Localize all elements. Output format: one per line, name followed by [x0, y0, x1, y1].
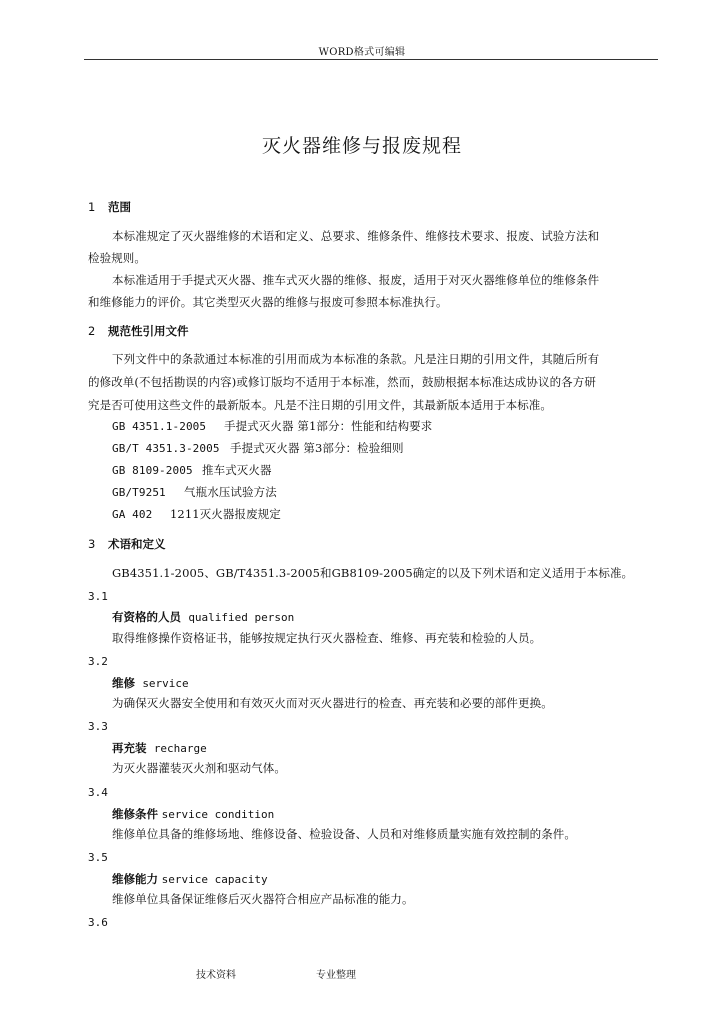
term-definition: 维修单位具备的维修场地、维修设备、检验设备、人员和对维修质量实施有效控制的条件。: [112, 827, 576, 841]
section-2-heading: [88, 323, 189, 339]
paragraph-line: 检验规则。: [88, 251, 146, 265]
term-en: service capacity: [161, 873, 268, 886]
footer-left: 技术资料: [196, 970, 236, 981]
footer-right: 专业整理: [316, 970, 356, 981]
term-en: qualified person: [188, 611, 295, 624]
section-number: 2: [88, 324, 96, 338]
paragraph-line: 究是否可使用这些文件的最新版本。凡是不注日期的引用文件，其最新版本适用于本标准。: [88, 398, 552, 412]
clause-number: 3.4: [88, 786, 108, 799]
term-en: service: [142, 677, 189, 690]
reference-name: 气瓶水压试验方法: [184, 485, 277, 499]
reference-item: [112, 415, 432, 438]
reference-code: GB/T 4351.3-2005: [112, 442, 220, 455]
term-definition: 取得维修操作资格证书，能够按规定执行灭火器检查、维修、再充装和检验的人员。: [112, 631, 542, 645]
reference-item: [112, 437, 404, 460]
section-3-heading: [88, 536, 166, 552]
clause-number: 3.5: [88, 851, 108, 864]
header-divider: [84, 59, 658, 60]
term-definition: 维修单位具备保证维修后灭火器符合相应产品标准的能力。: [112, 892, 414, 906]
reference-name: 推车式灭火器: [202, 463, 272, 477]
paragraph-line: 和维修能力的评价。其它类型灭火器的维修与报废可参照本标准执行。: [88, 295, 448, 309]
term-en: recharge: [153, 742, 207, 755]
reference-code: GB 4351.1-2005: [112, 420, 207, 433]
paragraph-line: 的修改单(不包括勘误的内容)或修订版均不适用于本标准，然而，鼓励根据本标准达成协议的各方研: [88, 375, 596, 389]
term-definition: 为确保灭火器安全使用和有效灭火而对灭火器进行的检查、再充装和必要的部件更换。: [112, 696, 553, 710]
reference-code: GB 8109-2005: [112, 464, 193, 477]
term-definition: 为灭火器灌装灭火剂和驱动气体。: [112, 761, 286, 775]
section-1-heading: [88, 199, 131, 215]
term-entry: [112, 806, 274, 822]
reference-name: 手提式灭火器 第3部分：检验细则: [230, 441, 404, 455]
paragraph-line: 本标准规定了灭火器维修的术语和定义、总要求、维修条件、维修技术要求、报废、试验方法和: [112, 229, 600, 243]
term-zh: 维修条件: [112, 807, 158, 821]
term-entry: [112, 675, 189, 691]
section-title: 规范性引用文件: [108, 324, 189, 338]
paragraph-line: 下列文件中的条款通过本标准的引用而成为本标准的条款。凡是注日期的引用文件，其随后所有: [112, 352, 600, 366]
clause-number: 3.1: [88, 590, 108, 603]
section-title: 术语和定义: [108, 537, 166, 551]
term-zh: 有资格的人员: [112, 610, 181, 624]
term-en: service condition: [161, 808, 275, 821]
term-zh: 维修: [112, 676, 135, 690]
reference-name: 手提式灭火器 第1部分：性能和结构要求: [224, 419, 433, 433]
clause-number: 3.2: [88, 655, 108, 668]
reference-code: GA 402: [112, 508, 153, 521]
paragraph-line: GB4351.1-2005、GB/T4351.3-2005和GB8109-2005确定的以及下列术语和定义适用于本标准。: [112, 566, 634, 580]
clause-number: 3.6: [88, 916, 108, 929]
section-number: 3: [88, 537, 96, 551]
page-header: WORD格式可编辑: [318, 47, 406, 58]
reference-item: [112, 481, 277, 504]
term-entry: [112, 740, 207, 756]
section-title: 范围: [108, 200, 131, 214]
term-zh: 维修能力: [112, 872, 158, 886]
reference-item: [112, 503, 281, 526]
document-title: 灭火器维修与报废规程: [261, 135, 462, 157]
paragraph-line: 本标准适用于手提式灭火器、推车式灭火器的维修、报废，适用于对灭火器维修单位的维修条件: [112, 273, 600, 287]
reference-item: [112, 459, 272, 482]
term-zh: 再充装: [112, 741, 147, 755]
term-entry: [112, 609, 294, 625]
reference-name: 1211灭火器报废规定: [170, 507, 281, 521]
section-number: 1: [88, 200, 96, 214]
reference-code: GB/T9251: [112, 486, 166, 499]
term-entry: [112, 871, 268, 887]
clause-number: 3.3: [88, 720, 108, 733]
